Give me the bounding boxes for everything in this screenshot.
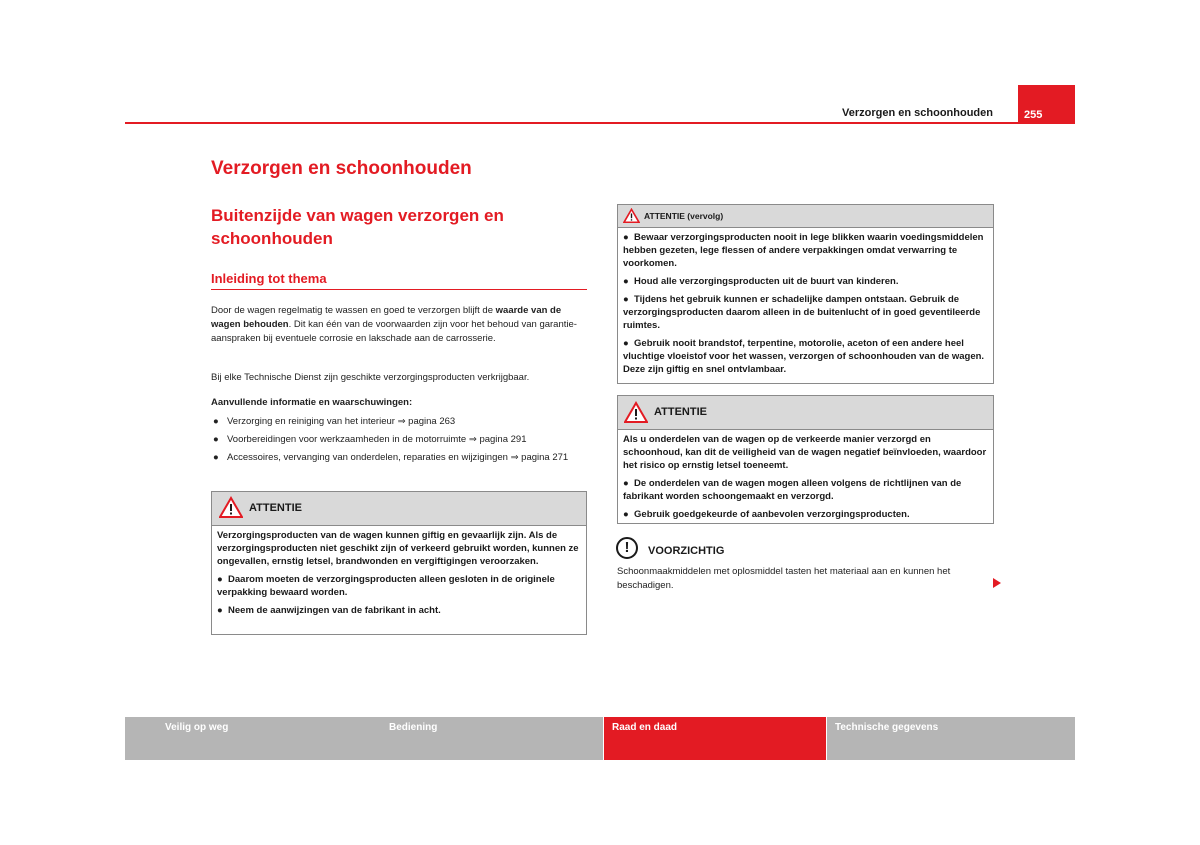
info-list-item[interactable] bbox=[211, 415, 587, 429]
attention-item-text: Tijdens het gebruik kunnen er schadelijke dampen ontstaan. Gebruik de verzorgingsproducten daarom alleen in de buitenlucht of in goed geventileerde ruimtes. bbox=[623, 294, 981, 331]
attention-item bbox=[623, 508, 988, 521]
nav-tab-label: Bediening bbox=[389, 722, 438, 733]
attention-box-header bbox=[212, 492, 586, 526]
attention-item bbox=[623, 293, 988, 332]
attention-box-2 bbox=[617, 395, 994, 524]
nav-filler bbox=[347, 717, 381, 760]
attention-item bbox=[623, 477, 988, 503]
bullet-icon: ● bbox=[623, 338, 635, 349]
intro-text-post: . Dit kan één van de voorwaarden zijn voor het behoud van garantie-aanspraken bij eventuele corrosie en lakschade aan de carrosserie. bbox=[211, 319, 577, 344]
info-list-item[interactable] bbox=[211, 433, 587, 447]
info-link-text: Voorbereidingen voor werkzaamheden in de motorruimte ⇒ pagina 291 bbox=[227, 434, 527, 445]
attention-item-text: Daarom moeten de verzorgingsproducten alleen gesloten in de originele verpakking bewaard worden. bbox=[217, 574, 555, 598]
attention-title: ATTENTIE bbox=[249, 502, 302, 514]
nav-tab-technische-gegevens[interactable] bbox=[827, 717, 1075, 760]
bullet-icon: ● bbox=[623, 232, 635, 243]
caution-title: VOORZICHTIG bbox=[648, 545, 725, 557]
attention-item-text: Bewaar verzorgingsproducten nooit in lege blikken waarin voedingsmiddelen hebben gezeten, lege flessen of andere verpakkingen omdat verwarring te voorkomen. bbox=[623, 232, 984, 269]
page-number: 255 bbox=[1024, 109, 1043, 121]
attention-continued-title: ATTENTIE (vervolg) bbox=[644, 211, 724, 221]
caution-icon: ! bbox=[616, 537, 638, 559]
bullet-icon: ● bbox=[623, 478, 635, 489]
attention-2-body bbox=[618, 430, 993, 521]
nav-tab-raad-en-daad[interactable] bbox=[604, 717, 826, 760]
bullet-icon: ● bbox=[213, 434, 219, 445]
attention-2-intro: Als u onderdelen van de wagen op de verkeerde manier verzorgd en schoonhoud, kan dit de veiligheid van de wagen negatief beïnvloeden, waardoor het risico op ernstig letsel toeneemt. bbox=[623, 434, 987, 471]
nav-tab-veilig-op-weg[interactable] bbox=[125, 717, 347, 760]
nav-tab-bediening[interactable] bbox=[381, 717, 603, 760]
info-label: Aanvullende informatie en waarschuwingen: bbox=[211, 397, 413, 408]
attention-intro: Verzorgingsproducten van de wagen kunnen giftig en gevaarlijk zijn. Als de verzorgingsproducten niet geschikt zijn of verkeerd gebruikt worden, kunnen ze ongevallen, ernstig letsel, brandwonden en vergiftigingen veroorzaken. bbox=[217, 530, 579, 567]
bullet-icon: ● bbox=[217, 605, 229, 616]
intro-text-bold: waarde van de wagen behouden bbox=[211, 305, 562, 330]
attention-continued-box bbox=[617, 204, 994, 384]
continue-arrow-icon bbox=[993, 578, 1001, 588]
intro-paragraph bbox=[211, 304, 587, 346]
attention-continued-body bbox=[618, 228, 993, 376]
subsection-title: Inleiding tot thema bbox=[211, 271, 327, 286]
bullet-icon: ● bbox=[217, 574, 229, 585]
attention-item bbox=[217, 573, 581, 599]
attention-item-text: De onderdelen van de wagen mogen alleen volgens de richtlijnen van de fabrikant worden schoongemaakt en verzorgd. bbox=[623, 478, 962, 502]
attention-item bbox=[623, 337, 988, 376]
attention-body bbox=[212, 526, 586, 617]
header-rule bbox=[125, 122, 1018, 124]
bullet-icon: ● bbox=[213, 452, 219, 463]
attention-item-text: Gebruik nooit brandstof, terpentine, motorolie, aceton of een andere heel vluchtige vloeistof voor het wassen, verzorgen of schoonhouden van de wagen. Deze zijn giftig en snel ontvlambaar. bbox=[623, 338, 985, 375]
intro-text-pre: Door de wagen regelmatig te wassen en goed te verzorgen blijft de bbox=[211, 305, 496, 316]
section-title: Buitenzijde van wagen verzorgen en schoonhouden bbox=[211, 206, 504, 248]
bullet-icon: ● bbox=[213, 416, 219, 427]
attention-item-text: Gebruik goedgekeurde of aanbevolen verzorgingsproducten. bbox=[634, 509, 910, 520]
attention-box bbox=[211, 491, 587, 635]
info-link-text: Verzorging en reiniging van het interieur ⇒ pagina 263 bbox=[227, 416, 456, 427]
attention-box-2-header bbox=[618, 396, 993, 430]
caution-text: Schoonmaakmiddelen met oplosmiddel tasten het materiaal aan en kunnen het beschadigen. bbox=[617, 566, 951, 591]
bullet-icon: ● bbox=[623, 276, 635, 287]
bullet-icon: ● bbox=[623, 509, 635, 520]
nav-tab-label: Raad en daad bbox=[612, 722, 678, 733]
attention-item-text: Houd alle verzorgingsproducten uit de buurt van kinderen. bbox=[634, 276, 899, 287]
info-list-item[interactable] bbox=[211, 451, 587, 465]
attention-item-text: Neem de aanwijzingen van de fabrikant in acht. bbox=[228, 605, 441, 616]
nav-tab-label: Veilig op weg bbox=[165, 722, 229, 733]
subsection-rule bbox=[211, 289, 587, 290]
info-link-text: Accessoires, vervanging van onderdelen, reparaties en wijzigingen ⇒ pagina 271 bbox=[227, 452, 569, 463]
availability-paragraph: Bij elke Technische Dienst zijn geschikte verzorgingsproducten verkrijgbaar. bbox=[211, 372, 530, 383]
nav-tab-label: Technische gegevens bbox=[835, 722, 939, 733]
warning-icon bbox=[624, 401, 648, 423]
warning-icon bbox=[219, 496, 243, 518]
bullet-icon: ● bbox=[623, 294, 635, 305]
attention-item bbox=[217, 604, 581, 617]
attention-2-title: ATTENTIE bbox=[654, 406, 707, 418]
chapter-title: Verzorgen en schoonhouden bbox=[211, 158, 472, 179]
attention-continued-header bbox=[618, 205, 993, 228]
page-number-tab bbox=[1018, 85, 1075, 124]
header-section-title: Verzorgen en schoonhouden bbox=[842, 107, 993, 119]
attention-item bbox=[623, 275, 988, 288]
attention-item bbox=[623, 231, 988, 270]
warning-icon bbox=[623, 208, 640, 223]
